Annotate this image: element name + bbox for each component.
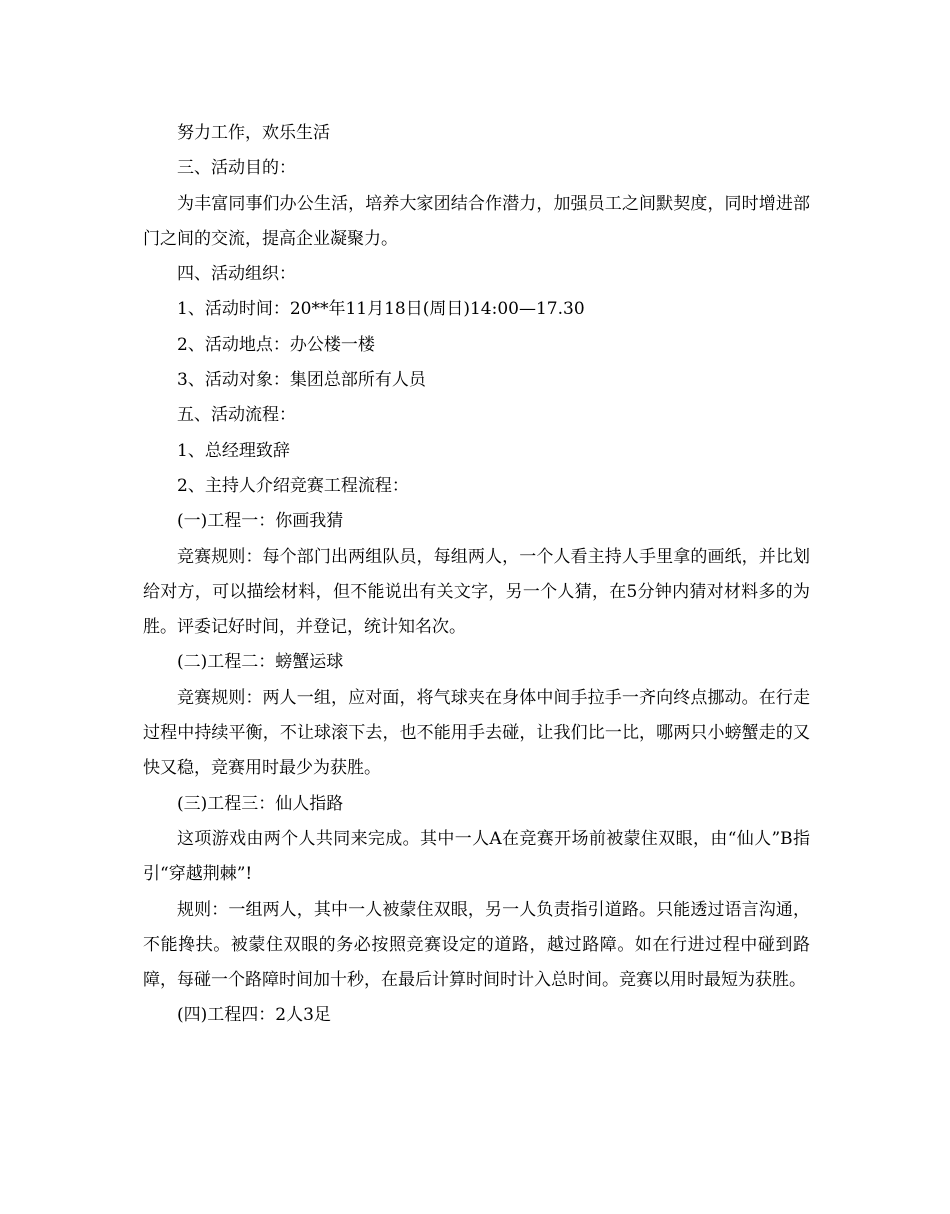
- heading-project-four: (四)工程四：2人3足: [177, 1005, 331, 1026]
- paragraph-project-two-rules: 竞赛规则：两人一组，应对面，将气球夹在身体中间手拉手一齐向终点挪动。在行走过程中持续平衡，不让球滚下去，也不能用手去碰，让我们比一比，哪两只小螃蟹走的又快又稳，竞赛用时最少为获胜。: [143, 687, 810, 779]
- paragraph-manager-speech: 1、总经理致辞: [177, 440, 290, 461]
- paragraph-host-introduction: 2、主持人介绍竞赛工程流程：: [177, 475, 409, 496]
- document-body: [143, 116, 810, 1034]
- paragraph-activity-participants: 3、活动对象：集团总部所有人员: [177, 370, 426, 391]
- paragraph-purpose: 为丰富同事们办公生活，培养大家团结合作潜力，加强员工之间默契度，同时增进部门之间的交流，提高企业凝聚力。: [143, 193, 810, 249]
- paragraph-activity-time: 1、活动时间：20**年11月18日(周日)14:00—17.30: [177, 299, 585, 320]
- heading-activity-organization: 四、活动组织：: [177, 264, 296, 285]
- heading-project-one: (一)工程一：你画我猜: [177, 511, 344, 532]
- heading-project-three: (三)工程三：仙人指路: [177, 793, 344, 814]
- heading-activity-purpose: 三、活动目的：: [177, 158, 296, 179]
- heading-activity-process: 五、活动流程：: [177, 405, 296, 426]
- paragraph-motto: 努力工作，欢乐生活: [177, 123, 330, 143]
- paragraph-activity-location: 2、活动地点：办公楼一楼: [177, 334, 375, 355]
- paragraph-project-one-rules: 竞赛规则：每个部门出两组队员，每组两人，一个人看主持人手里拿的画纸，并比划给对方，可以描绘材料，但不能说出有关文字，另一个人猜，在5分钟内猜对材料多的为胜。评委记好时间，并登记，统计知名次。: [143, 546, 810, 638]
- heading-project-two: (二)工程二：螃蟹运球: [177, 652, 344, 673]
- paragraph-project-three-intro: 这项游戏由两个人共同来完成。其中一人A在竞赛开场前被蒙住双眼，由“仙人”B指引“穿越荆棘”!: [143, 828, 810, 885]
- paragraph-project-three-rules: 规则：一组两人，其中一人被蒙住双眼，另一人负责指引道路。只能透过语言沟通，不能搀扶。被蒙住双眼的务必按照竞赛设定的道路，越过路障。如在行进过程中碰到路障，每碰一个路障时间加十秒，在最后计算时间时计入总时间。竞赛以用时最短为获胜。: [143, 899, 810, 991]
